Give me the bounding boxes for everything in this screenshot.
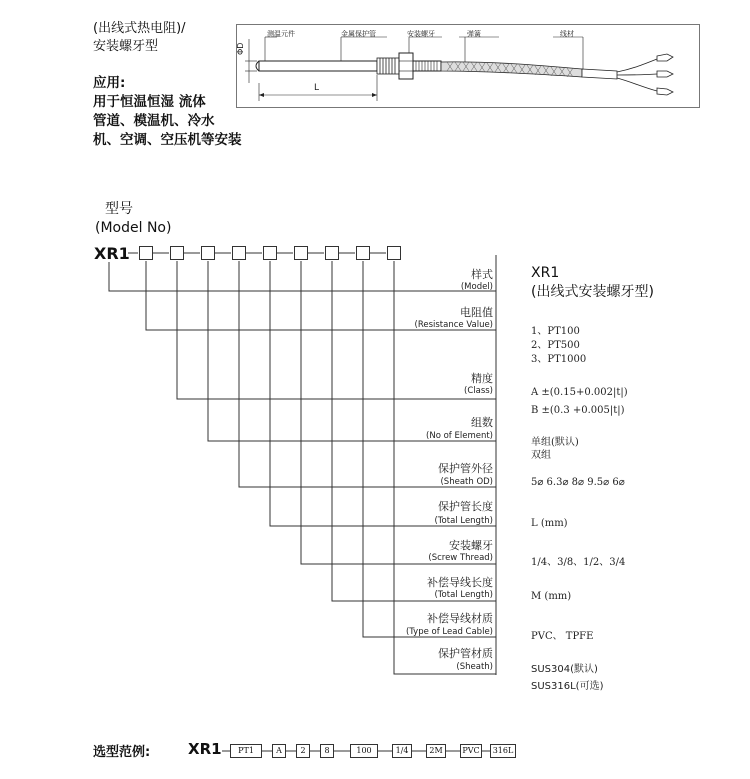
- product-title-line2: 安装螺牙型: [93, 39, 159, 54]
- row-value: 3、PT1000: [531, 354, 587, 365]
- row-label-cn: 补偿导线长度: [427, 576, 493, 589]
- row-value: 单组(默认): [531, 437, 579, 448]
- row-label-cn: 保护管材质: [438, 647, 493, 660]
- diagram-label-sensor: 测温元件: [267, 30, 295, 38]
- row-label-en: (Sheath OD): [440, 477, 493, 487]
- row-value: 双组: [531, 450, 551, 461]
- row-value: B ±(0.3 +0.005|t|): [531, 405, 625, 416]
- row-label-cn: 组数: [471, 416, 493, 429]
- example-part-sheath-material: 316L: [490, 744, 516, 758]
- example-part-thread: 1/4: [392, 744, 412, 758]
- example-part-sheath-od: 8: [320, 744, 334, 758]
- diagram-label-cable: 线材: [560, 30, 574, 38]
- example-part-elements: 2: [296, 744, 310, 758]
- row-label-en: (Resistance Value): [414, 320, 493, 330]
- row-label-en: (Total Length): [434, 516, 493, 526]
- row-value: A ±(0.15+0.002|t|): [531, 387, 628, 398]
- row-label-en: (Model): [460, 282, 493, 292]
- row-value: L (mm): [531, 518, 568, 529]
- application-line-2: 管道、模温机、冷水: [93, 113, 215, 129]
- application-heading: 应用:: [93, 75, 126, 91]
- row-label-cn: 补偿导线材质: [427, 612, 493, 625]
- row-label-cn: 保护管外径: [438, 462, 493, 475]
- row-label-en: (No of Element): [426, 431, 493, 441]
- diagram-dim-l: L: [314, 83, 320, 93]
- row-label-cn: 安装螺牙: [449, 539, 493, 552]
- row-label-cn: 精度: [471, 372, 493, 385]
- diagram-dim-d: ΦD: [236, 42, 245, 55]
- row-value: 1、PT100: [531, 326, 580, 337]
- row-value: PVC、 TPFE: [531, 631, 594, 642]
- row-value: 1/4、3/8、1/2、3/4: [531, 557, 626, 568]
- example-part-length: 100: [350, 744, 378, 758]
- row-value: 2、PT500: [531, 340, 580, 351]
- row-label-cn: 电阻值: [460, 306, 493, 319]
- row-value: (出线式安装螺牙型): [531, 284, 654, 300]
- example-code: XR1: [188, 740, 222, 758]
- example-title: 选型范例:: [93, 745, 151, 760]
- model-heading-cn: 型号: [105, 201, 133, 217]
- row-label-en: (Screw Thread): [428, 553, 493, 563]
- model-code: XR1: [94, 244, 130, 263]
- row-value: XR1: [531, 265, 560, 281]
- application-line-1: 用于恒温恒湿 流体: [93, 94, 206, 110]
- row-value: SUS304(默认): [531, 664, 598, 675]
- row-value: M (mm): [531, 591, 572, 602]
- model-heading-en: (Model No): [95, 220, 172, 236]
- row-label-cn: 保护管长度: [438, 500, 493, 513]
- example-part-resistance: PT1: [230, 744, 262, 758]
- row-label-en: (Class): [464, 386, 493, 396]
- diagram-label-sheath: 金属保护管: [341, 30, 376, 38]
- product-title-line1: (出线式热电阻)/: [93, 21, 186, 36]
- row-label-en: (Total Length): [434, 590, 493, 600]
- diagram-label-thread: 安装螺牙: [407, 30, 435, 38]
- example-part-lead-length: 2M: [426, 744, 446, 758]
- row-label-cn: 样式: [471, 268, 493, 281]
- application-line-3: 机、空调、空压机等安装: [93, 132, 242, 148]
- example-part-cable-type: PVC: [460, 744, 482, 758]
- example-part-class: A: [272, 744, 286, 758]
- diagram-label-spring: 弹簧: [467, 30, 481, 38]
- row-label-en: (Sheath): [456, 662, 493, 672]
- row-value: SUS316L(可选): [531, 681, 604, 692]
- row-value: 5⌀ 6.3⌀ 8⌀ 9.5⌀ 6⌀: [531, 477, 625, 488]
- row-label-en: (Type of Lead Cable): [405, 627, 493, 637]
